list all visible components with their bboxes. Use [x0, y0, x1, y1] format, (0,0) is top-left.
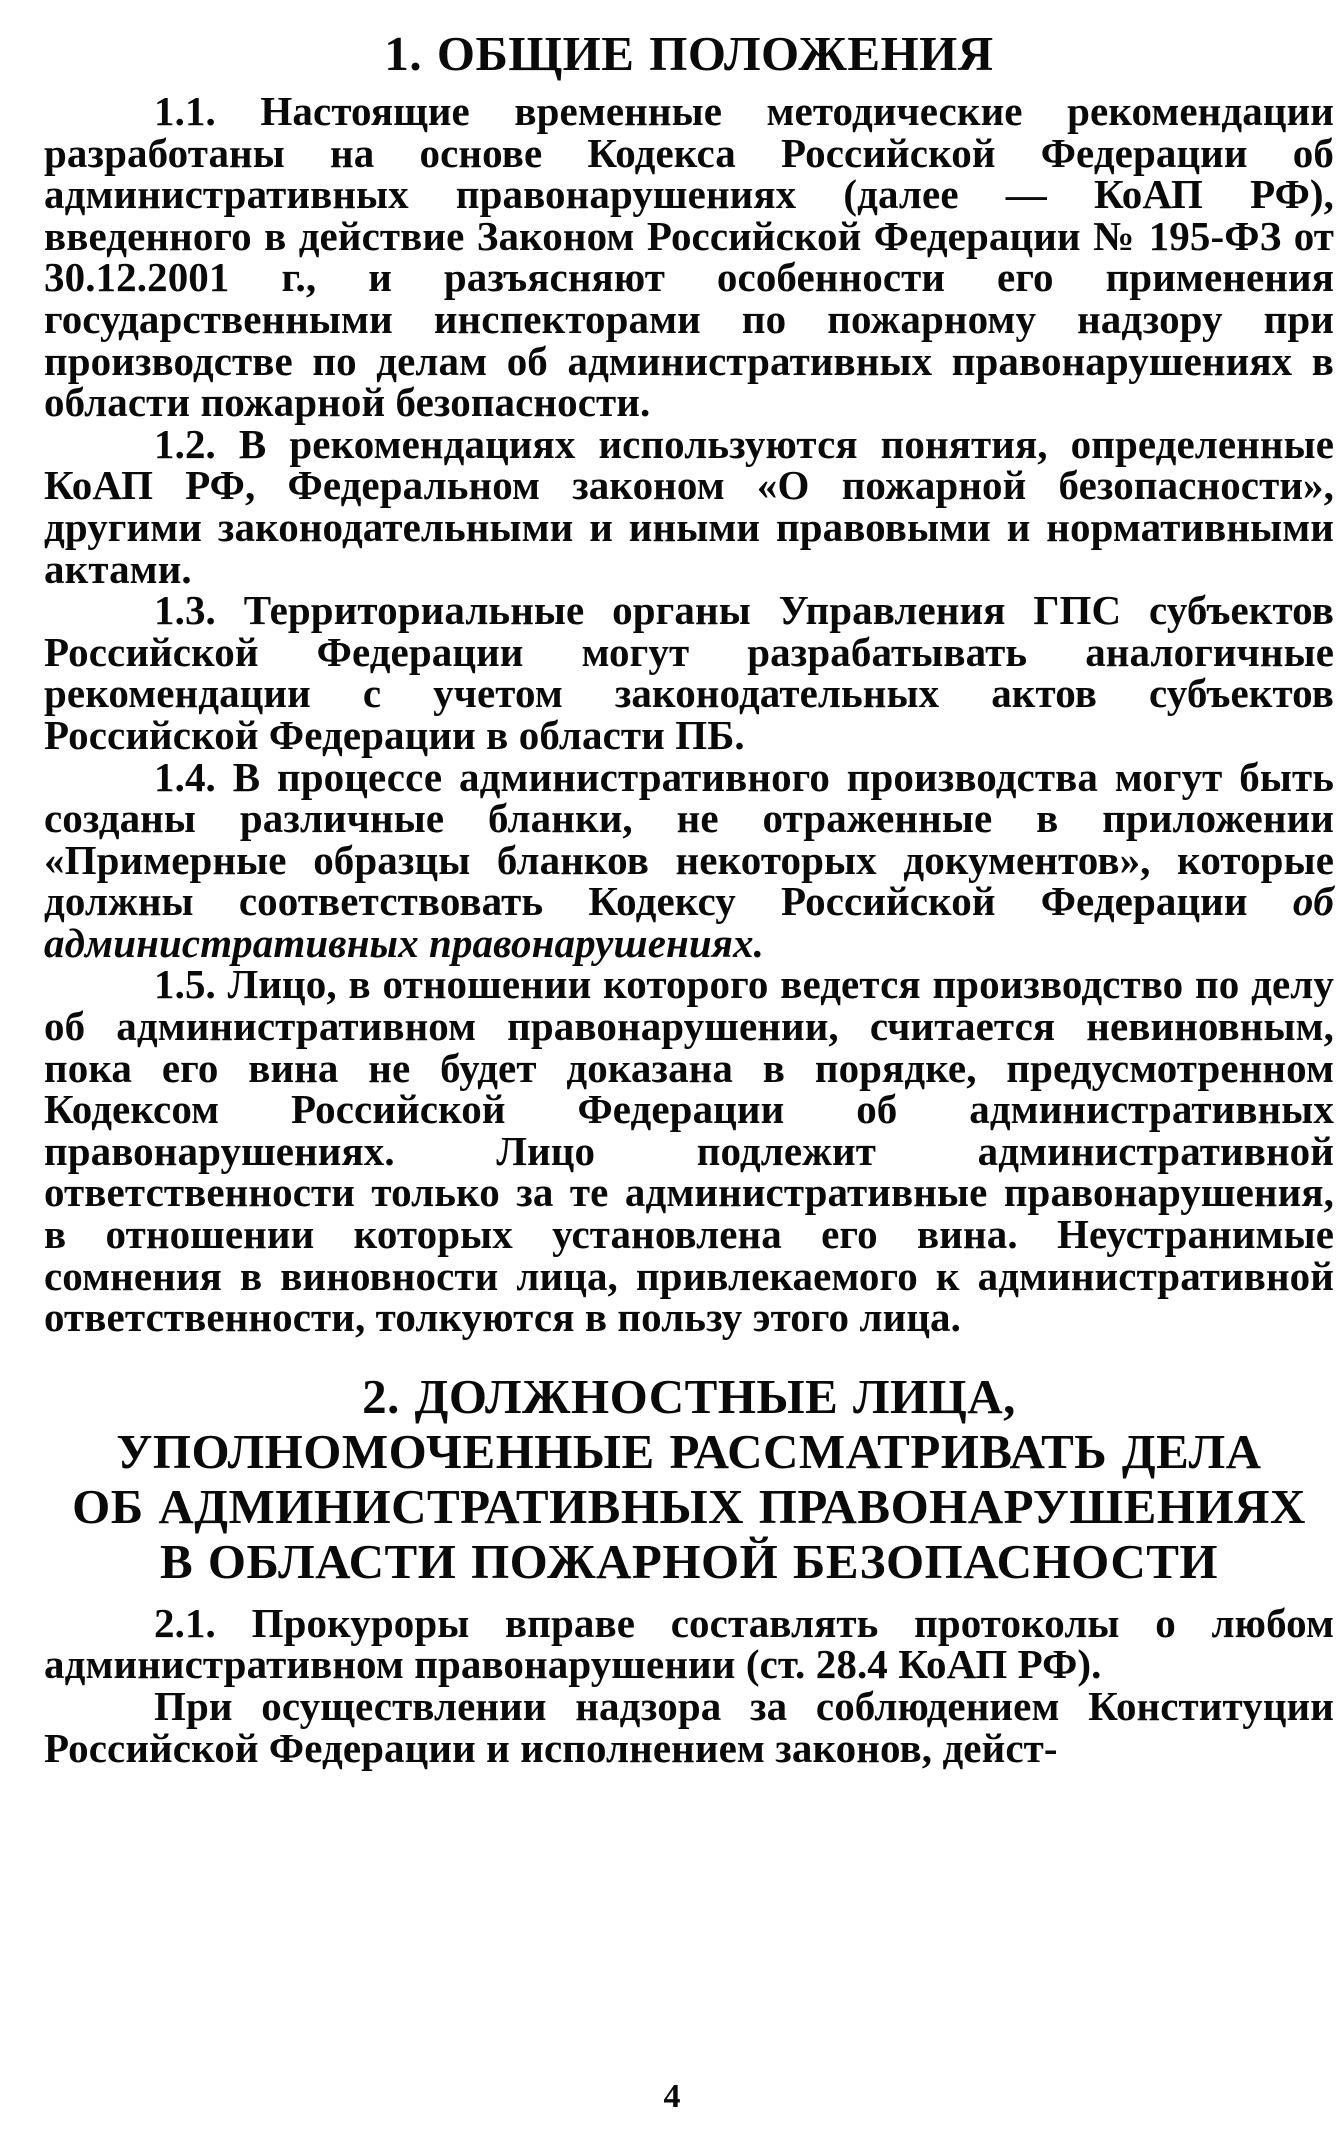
paragraph-1-1: 1.1. Настоящие временные методические рекомендации разработаны на основе Кодекса Российской Федерации об административных правонарушениях (далее — КоАП РФ), введенного в действие Законом Российской Федерации № 195-ФЗ от 30.12.2001 г., и разъясняют особенности его применения государственными инспекторами по пожарному надзору при производстве по делам об административных правонарушениях в области пожарной безопасности. [44, 88, 1334, 426]
paragraph-2-2: При осуществлении надзора за соблюдением Конституции Российской Федерации и исполнением законов, дейст- [44, 1683, 1334, 1771]
paragraph-1-4-italic-tail: об административных правонарушениях. [44, 878, 1334, 966]
document-page [44, 26, 1334, 1769]
paragraph-1-2: 1.2. В рекомендациях используются понятия, определенные КоАП РФ, Федеральном законом «О пожарной безопасности», другими законодательными и иными правовыми и нормативными актами. [44, 420, 1334, 592]
section-2-title-line-2: УПОЛНОМОЧЕННЫЕ РАССМАТРИВАТЬ ДЕЛА [116, 1423, 1262, 1479]
section-2-title-line-1: 2. ДОЛЖНОСТНЫЕ ЛИЦА, [362, 1368, 1016, 1424]
paragraph-2-1: 2.1. Прокуроры вправе составлять протоколы о любом административном правонарушении (ст. 28.4 КоАП РФ). [44, 1599, 1334, 1688]
paragraph-1-4-text: 1.4. В процессе административного производства могут быть созданы различные бланки, не отраженные в приложении «Примерные образцы бланков некоторых документов», которые должны соответствовать Кодексу Российской Федерации [44, 753, 1334, 925]
paragraph-1-3: 1.3. Территориальные органы Управления ГПС субъектов Российской Федерации могут разрабатывать аналогичные рекомендации с учетом законодательных актов субъектов Российской Федерации в области ПБ. [44, 587, 1334, 758]
section-2-title [44, 1369, 1334, 1589]
section-2-title-line-3: ОБ АДМИНИСТРАТИВНЫХ ПРАВОНАРУШЕНИЯХ [72, 1478, 1306, 1534]
page-number: 4 [663, 2078, 681, 2115]
section-1-title: 1. ОБЩИЕ ПОЛОЖЕНИЯ [384, 26, 994, 81]
paragraph-1-5: 1.5. Лицо, в отношении которого ведется производство по делу об административном правонарушении, считается невиновным, пока его вина не будет доказана в порядке, предусмотренном Кодексом Российской Федерации об административных правонарушениях. Лицо подлежит административной ответственности только за те административные правонарушения, в отношении которых установлена его вина. Неустранимые сомнения в виновности лица, привлекаемого к административной ответственности, толкуются в пользу этого лица. [44, 961, 1334, 1341]
paragraph-1-4 [44, 753, 1334, 966]
section-2-title-line-4: В ОБЛАСТИ ПОЖАРНОЙ БЕЗОПАСНОСТИ [159, 1533, 1219, 1589]
